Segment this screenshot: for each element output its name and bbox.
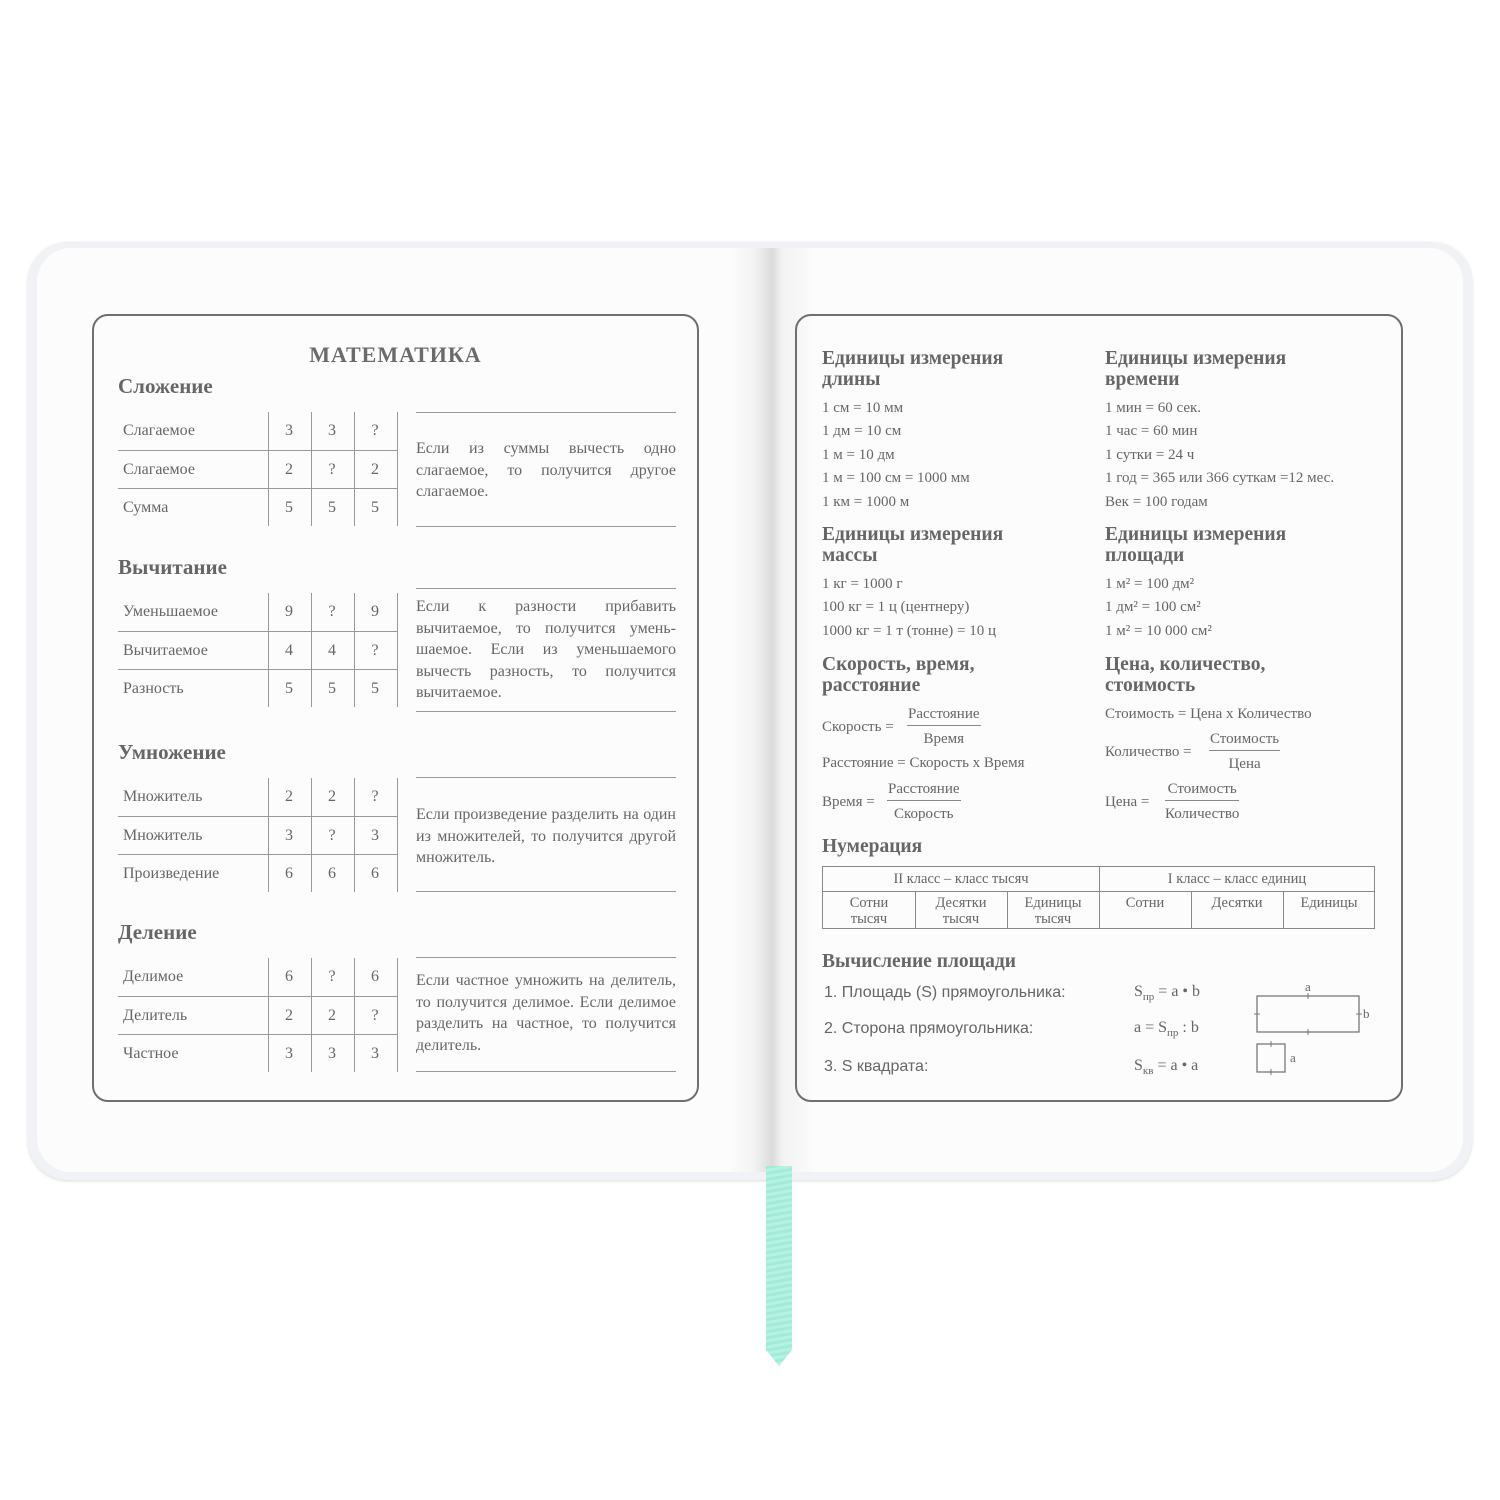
division-rule-text: Если частное умножить на делитель, то получится делимое. Если делимое разделить на частное, то получится делитель. — [416, 972, 676, 1054]
subtraction-rule-text: Если к разности прибавить вычитаемое, то получится уменьшаемое. Если из уменьшаемого вычесть разность, то получится вычитаемое. — [416, 598, 676, 701]
fraction: Расстояние Время — [908, 706, 980, 747]
left-page-frame — [92, 314, 699, 1102]
addition-rule-text: Если из суммы вычесть одно слагаемое, то получится другое слагаемое. — [416, 440, 676, 500]
formula-left: Время = — [822, 794, 875, 810]
area-unit-line: 1 м² = 10 000 см² — [1105, 623, 1212, 639]
table-row: Разность 5 5 5 — [118, 669, 398, 708]
divider — [416, 891, 676, 892]
table-row: Сумма 5 5 5 — [118, 488, 398, 527]
subtraction-table — [118, 593, 398, 707]
page-title: МАТЕМАТИКА — [309, 342, 482, 367]
speed-heading: Скорость, время, расстояние — [822, 654, 975, 696]
table-row: Множитель 3 ? 3 — [118, 816, 398, 855]
right-page-frame — [795, 314, 1403, 1102]
length-line: 1 см = 10 мм — [822, 400, 904, 416]
fraction: Стоимость Количество — [1165, 781, 1240, 822]
section-heading-multiplication: Умножение — [118, 740, 226, 764]
divider — [416, 1071, 676, 1072]
numeration-table — [822, 866, 1375, 929]
table-row: Слагаемое 3 3 ? — [123, 422, 379, 439]
multiplication-rule-text: Если произведение разделить на один из множителей, то получится другой множитель. — [416, 806, 676, 866]
table-row: Произведение 6 6 6 — [118, 854, 398, 893]
divider — [416, 777, 676, 778]
time-line: 1 час = 60 мин — [1105, 423, 1198, 439]
col-units-thousands: Единицы тысяч — [1024, 895, 1082, 927]
side-label-b: b — [1363, 1006, 1370, 1021]
addition-table — [118, 412, 398, 526]
time-line: 1 сутки = 24 ч — [1105, 447, 1195, 463]
section-heading-subtraction: Вычитание — [118, 555, 227, 579]
col-hundreds-thousands: Сотни тысяч — [849, 895, 889, 927]
rectangle-shape — [1257, 996, 1359, 1032]
formula-rect-area: $S_{пр} = a$ • b — [1134, 983, 1201, 1004]
formula-square-area: $S_{кв} = a$ • a — [1134, 1057, 1199, 1078]
divider — [416, 711, 676, 712]
numeration-heading: Нумерация — [822, 836, 923, 857]
mass-line: 1 кг = 1000 г — [822, 576, 903, 592]
table-row: Уменьшаемое 9 ? 9 — [123, 603, 379, 620]
area-diagram — [1249, 976, 1379, 1076]
table-row: Делитель 2 2 ? — [118, 996, 398, 1035]
area-item: 2. Сторона прямоугольника: — [824, 1020, 1034, 1037]
area-units-heading: Единицы измерения площади — [1105, 524, 1287, 566]
area-calc-heading: Вычисление площади — [822, 951, 1016, 972]
divider — [416, 412, 676, 413]
area-item: 3. S квадрата: — [824, 1058, 929, 1075]
formula-rect-side: $a = S_{пр}$ : b — [1134, 1019, 1199, 1040]
time-units-heading: Единицы измерения времени — [1105, 348, 1287, 390]
area-unit-line: 1 дм² = 100 см² — [1105, 599, 1201, 615]
divider — [416, 526, 676, 527]
formula-left: Цена = — [1105, 794, 1150, 810]
formula-line: Расстояние = Скорость х Время — [822, 755, 1025, 771]
area-item: 1. Площадь (S) прямоугольника: — [824, 984, 1066, 1001]
table-row: Слагаемое 2 ? 2 — [118, 450, 398, 489]
fraction: Расстояние Скорость — [888, 781, 960, 822]
table-row: Вычитаемое 4 4 ? — [118, 631, 398, 670]
multiplication-table — [118, 778, 398, 892]
divider — [416, 957, 676, 958]
formula-left: Скорость = — [822, 719, 894, 735]
square-shape — [1257, 1044, 1285, 1072]
length-line: 1 км = 1000 м — [822, 494, 910, 510]
time-line: 1 мин = 60 сек. — [1105, 400, 1202, 416]
col-tens-thousands: Десятки тысяч — [935, 895, 987, 927]
area-unit-line: 1 м² = 100 дм² — [1105, 576, 1195, 592]
square-label-a: a — [1290, 1050, 1296, 1065]
mass-line: 1000 кг = 1 т (тонне) = 10 ц — [822, 623, 997, 639]
section-heading-division: Деление — [118, 920, 197, 944]
mass-units-heading: Единицы измерения массы — [822, 524, 1004, 566]
price-heading: Цена, количество, стоимость — [1105, 654, 1266, 696]
length-units-heading: Единицы измерения длины — [822, 348, 1004, 390]
bookmark-ribbon — [766, 1166, 792, 1366]
length-line: 1 дм = 10 см — [822, 423, 902, 439]
class-thousands-header: II класс – класс тысяч — [893, 871, 1029, 887]
col-hundreds: Сотни — [1125, 895, 1165, 911]
time-line: Век = 100 годам — [1105, 494, 1208, 510]
formula-left: Количество = — [1105, 744, 1192, 760]
length-line: 1 м = 100 см = 1000 мм — [822, 470, 970, 486]
length-line: 1 м = 10 дм — [822, 447, 895, 463]
division-table — [118, 958, 398, 1072]
time-line: 1 год = 365 или 366 суткам =12 мес. — [1105, 470, 1335, 486]
mass-line: 100 кг = 1 ц (центнеру) — [822, 599, 970, 615]
table-row: Делимое 6 ? 6 — [123, 968, 379, 985]
fraction: Стоимость Цена — [1210, 731, 1280, 772]
col-units: Единицы — [1300, 895, 1358, 911]
class-units-header: I класс – класс единиц — [1167, 871, 1307, 887]
formula-line: Стоимость = Цена х Количество — [1105, 706, 1312, 722]
col-tens: Десятки — [1211, 895, 1263, 911]
divider — [416, 588, 676, 589]
side-label-a: a — [1305, 979, 1311, 994]
section-heading-addition: Сложение — [118, 374, 213, 398]
table-row: Множитель 2 2 ? — [123, 788, 379, 805]
table-row: Частное 3 3 3 — [118, 1034, 398, 1073]
